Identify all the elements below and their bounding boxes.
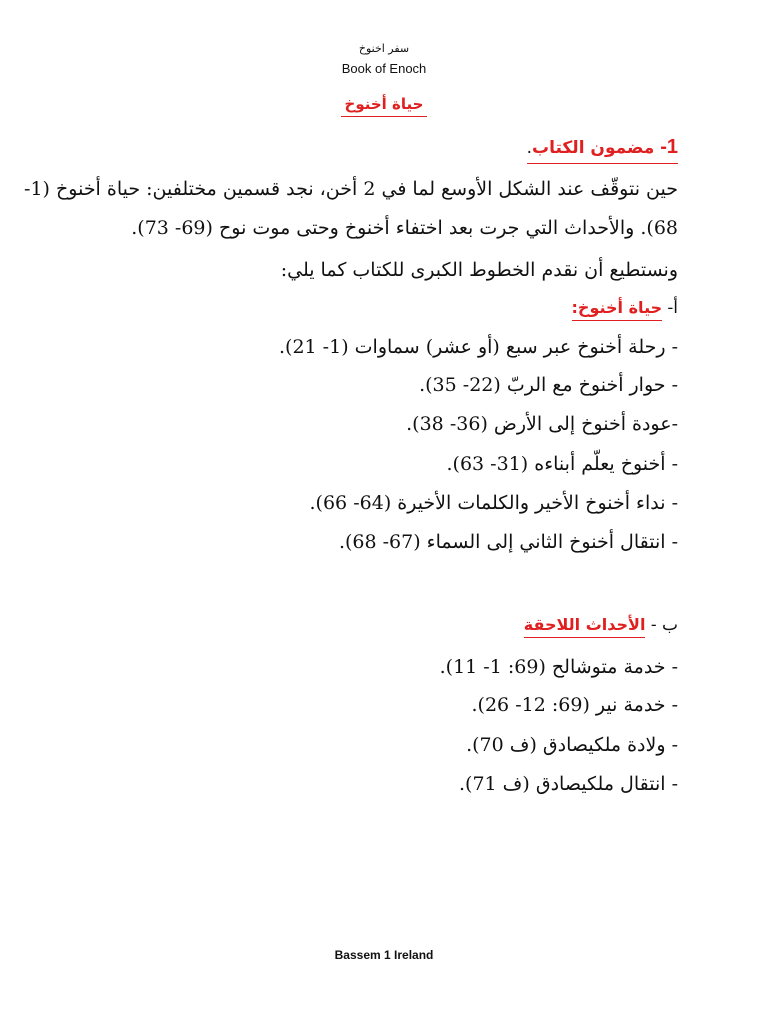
part-a-item: - رحلة أخنوخ عبر سبع (أو عشر) سماوات (1- 21). (279, 336, 678, 358)
section-title-dot: . (526, 138, 533, 158)
section-number: 1- (660, 136, 678, 158)
part-b-item: - خدمة متوشالح (69: 1- 11). (439, 656, 678, 678)
part-b-label: الأحداث اللاحقة (524, 615, 646, 638)
header-english-title: Book of Enoch (341, 61, 427, 76)
part-b-prefix: ب - (650, 615, 678, 635)
intro-line-3: ونستطيع أن نقدم الخطوط الكبرى للكتاب كما يلي: (280, 259, 678, 281)
header-arabic-title: سفر اخنوخ (358, 42, 410, 55)
section-heading (527, 136, 678, 164)
intro-line-1: حين نتوقّف عند الشكل الأوسع لما في 2 أخن، نجد قسمين مختلفين: حياة أخنوخ (1- (24, 178, 678, 200)
page-title (0, 94, 768, 113)
part-a-label: حياة أخنوخ: (572, 298, 663, 321)
section-title: مضمون الكتاب (532, 138, 655, 158)
part-b-item: - خدمة نير (69: 12- 26). (471, 694, 678, 716)
part-a-item: - حوار أخنوخ مع الربّ (22- 35). (419, 374, 678, 396)
part-a-item: - أخنوخ يعلّم أبناءه (31- 63). (446, 453, 678, 475)
page-footer: Bassem 1 Ireland (334, 948, 434, 962)
part-a-prefix: أ- (667, 298, 678, 318)
part-a-heading (572, 298, 678, 318)
part-b-item: - ولادة ملكيصادق (ف 70). (466, 734, 678, 756)
part-b-item: - انتقال ملكيصادق (ف 71). (459, 773, 678, 795)
part-b-heading (524, 615, 678, 635)
page-title-text: حياة أخنوخ (341, 95, 428, 117)
intro-line-2: 68). والأحداث التي جرت بعد اختفاء أخنوخ وحتى موت نوح (69- 73). (131, 217, 678, 239)
part-a-item: -عودة أخنوخ إلى الأرض (36- 38). (406, 413, 678, 435)
part-a-item: - انتقال أخنوخ الثاني إلى السماء (67- 68). (338, 531, 678, 553)
part-a-item: - نداء أخنوخ الأخير والكلمات الأخيرة (64- 66). (309, 492, 678, 514)
